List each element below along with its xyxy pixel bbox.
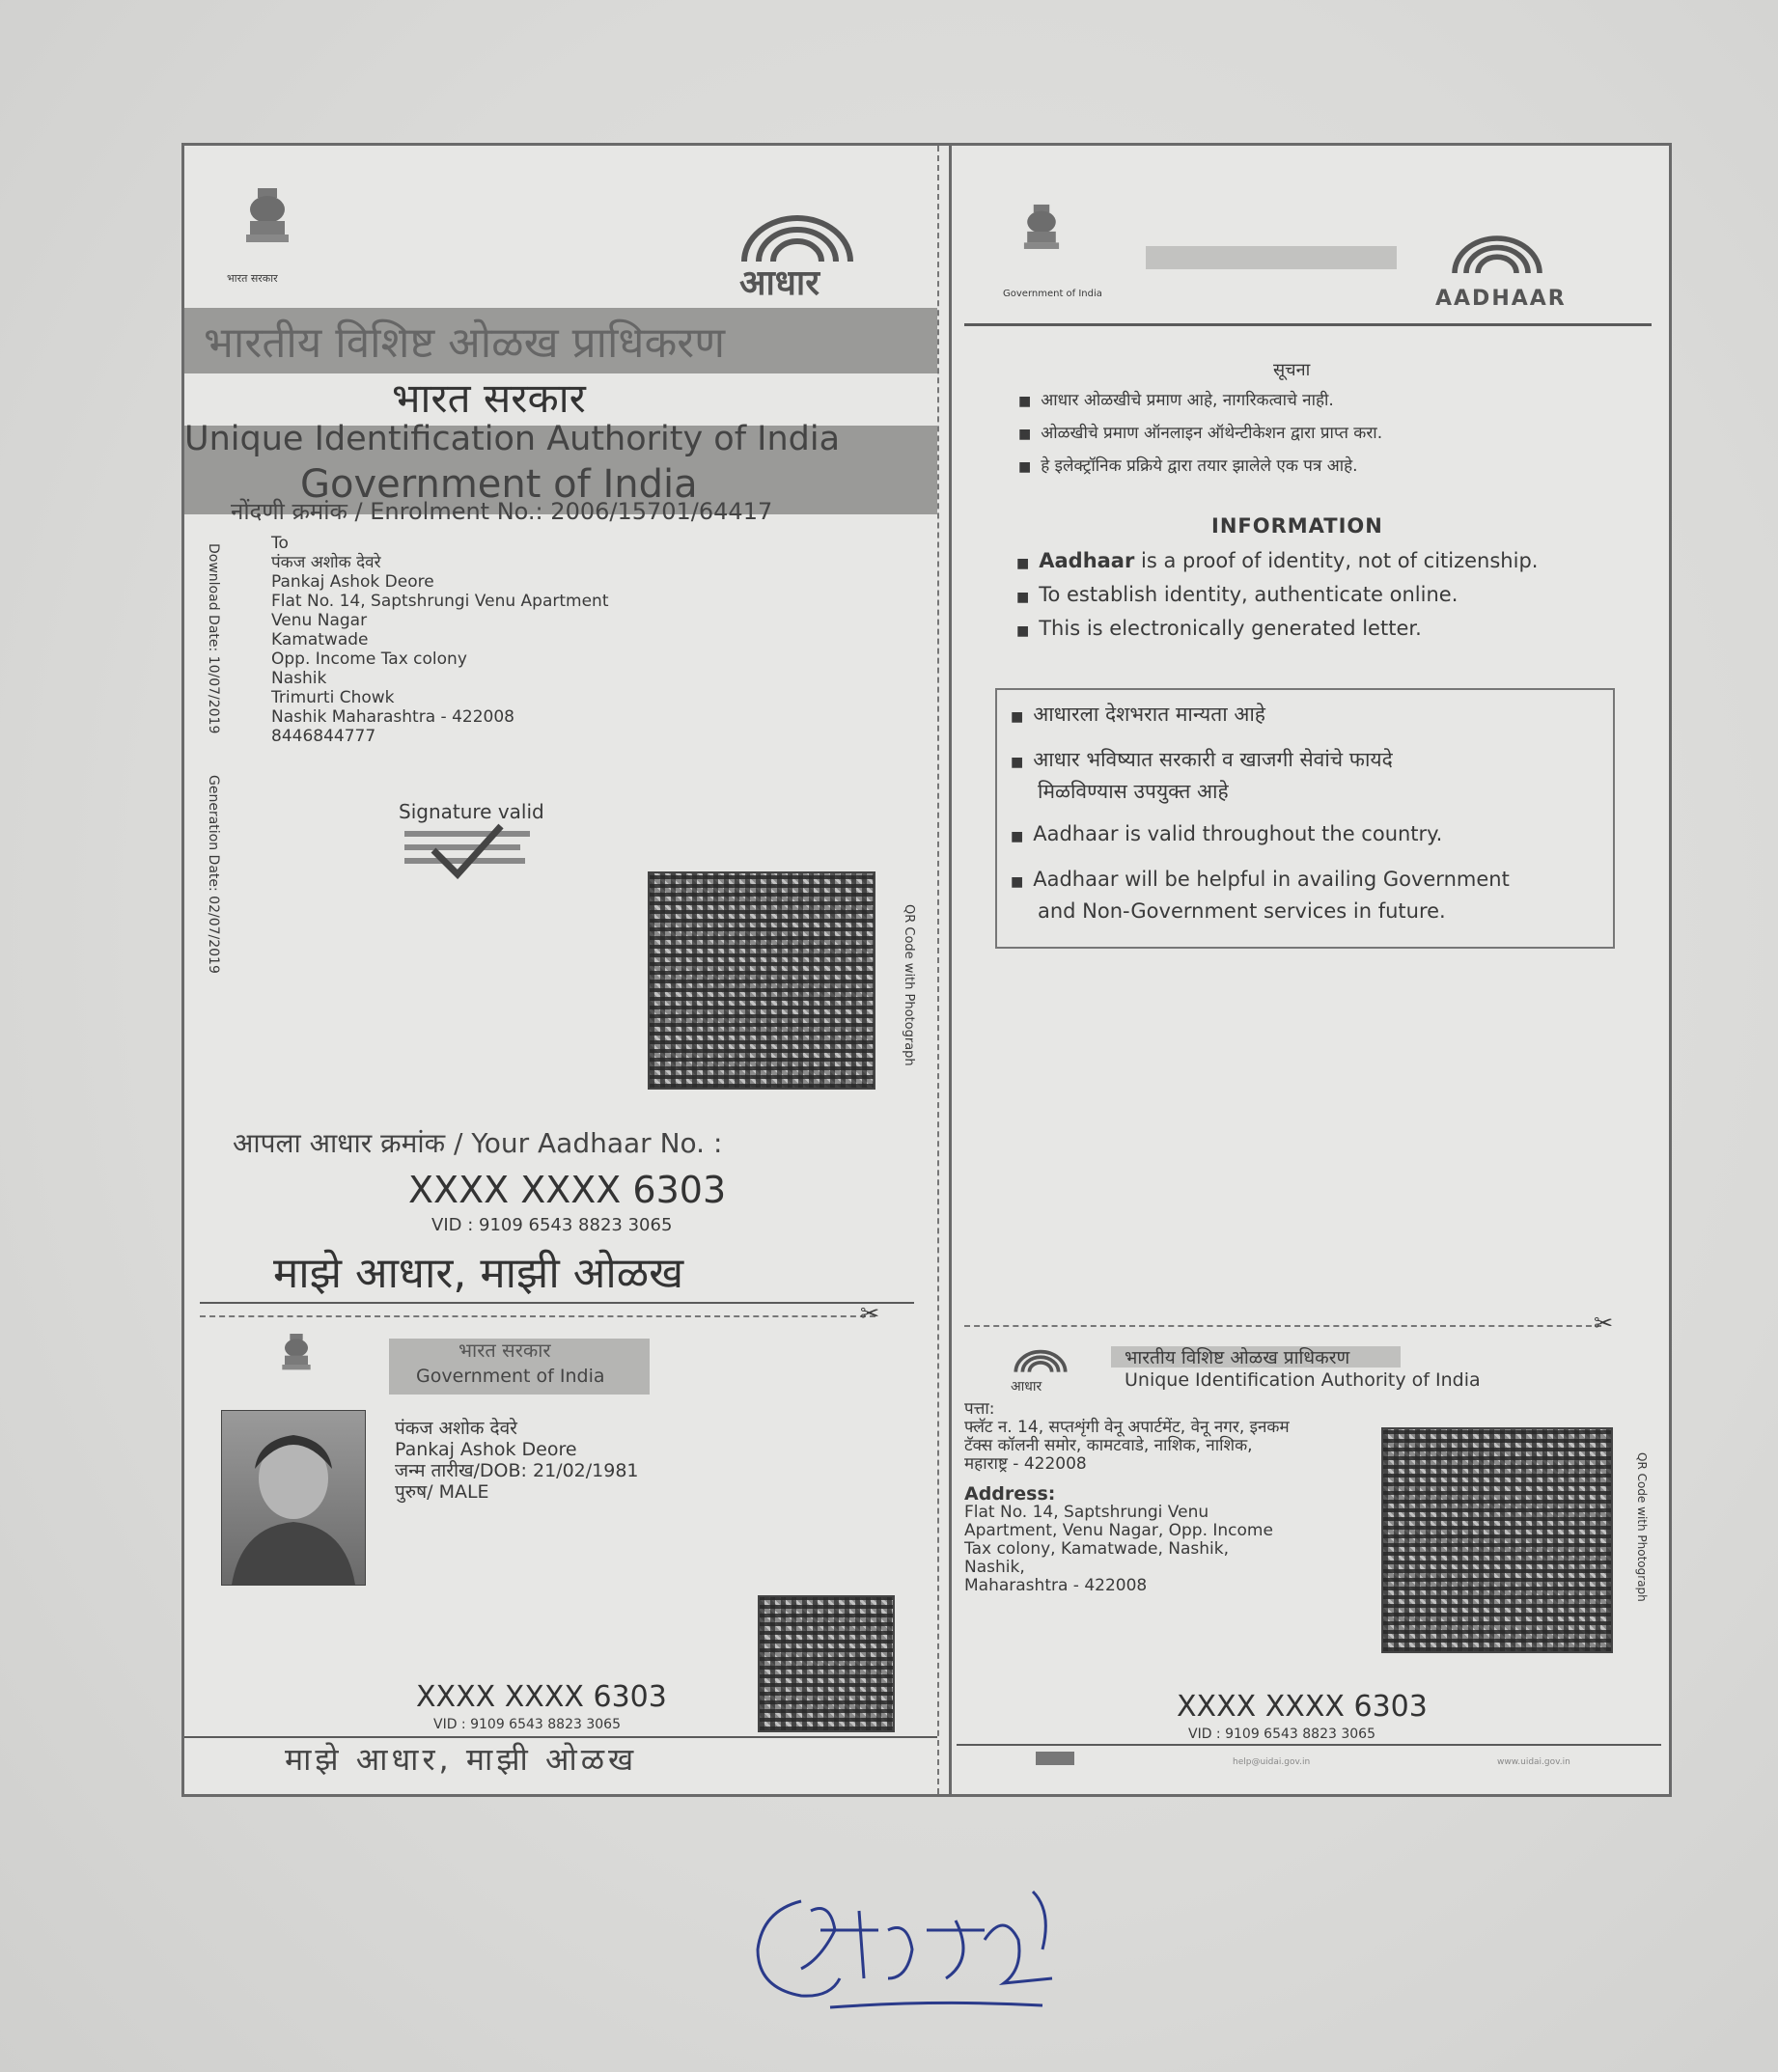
vid-number: VID : 9109 6543 8823 3065 xyxy=(431,1215,673,1235)
right-card-footer-rule xyxy=(957,1744,1661,1746)
emblem-caption: भारत सरकार xyxy=(227,272,278,285)
address-line: Trimurti Chowk xyxy=(271,688,395,707)
card-name-marathi: पंकज अशोक देवरे xyxy=(395,1418,517,1439)
right-emblem-caption: Government of India xyxy=(1003,289,1102,299)
address-line: Opp. Income Tax colony xyxy=(271,649,467,669)
enrolment-number: 2006/15701/64417 xyxy=(550,498,773,525)
address-line: Maharashtra - 422008 xyxy=(964,1576,1148,1595)
address-line: पंकज अशोक देवरे xyxy=(271,553,381,572)
suchna-heading: सूचना xyxy=(1273,360,1311,380)
national-emblem-icon xyxy=(1016,200,1067,271)
pata-line: टॅक्स कॉलनी समोर, कामटवाडे, नाशिक, नाशिक, xyxy=(964,1436,1253,1455)
marathi-info-item: ■ आधार ओळखीचे प्रमाण आहे, नागरिकत्वाचे नाही. xyxy=(1018,385,1382,418)
address-line: Nashik xyxy=(271,669,327,688)
pata-label: पत्ता: xyxy=(964,1399,995,1419)
national-emblem-icon xyxy=(277,1329,316,1389)
uidai-marathi-title: भारतीय विशिष्ट ओळख प्राधिकरण xyxy=(204,318,726,368)
address-line: Flat No. 14, Saptshrungi Venu xyxy=(964,1503,1209,1522)
aadhaar-number: XXXX XXXX 6303 xyxy=(408,1169,727,1211)
address-line: Pankaj Ashok Deore xyxy=(271,572,434,592)
tagline: माझे आधार, माझी ओळख xyxy=(273,1249,684,1298)
card-govt-marathi: भारत सरकार xyxy=(458,1339,551,1362)
address-line: Nashik, xyxy=(964,1558,1025,1577)
card-tagline: माझे आधार, माझी ओळख xyxy=(285,1741,638,1778)
qr-code xyxy=(648,871,875,1090)
address-line: Apartment, Venu Nagar, Opp. Income xyxy=(964,1521,1273,1540)
validity-item: ■ आधारला देशभरात मान्यता आहे xyxy=(1011,700,1510,732)
right-card-uidai-english: Unique Identification Authority of India xyxy=(1125,1369,1481,1391)
card-details xyxy=(395,1418,639,1503)
info-item: ■ To establish identity, authenticate online. xyxy=(1016,579,1538,613)
marathi-info-item: ■ ओळखीचे प्रमाण ऑनलाइन ऑथेन्टीकेशन द्वारा प्राप्त करा. xyxy=(1018,418,1382,451)
card-gender: पुरुष/ MALE xyxy=(395,1481,489,1503)
right-header-rule xyxy=(964,323,1652,326)
aadhaar-logo-icon xyxy=(1439,225,1555,283)
aadhaar-logo-icon xyxy=(1007,1342,1074,1379)
govt-marathi-title: भारत सरकार xyxy=(392,374,586,422)
aadhaar-letter-sheet xyxy=(181,143,1672,1797)
right-cut-line xyxy=(964,1325,1601,1327)
info-item: ■ Aadhaar is a proof of identity, not of citizenship. xyxy=(1016,545,1538,579)
pata-line: फ्लॅट न. 14, सप्तशृंगी वेनू अपार्टमेंट, वेनू नगर, इनकम xyxy=(964,1418,1290,1437)
address-line: Venu Nagar xyxy=(271,611,368,630)
card-govt-english: Government of India xyxy=(416,1366,605,1387)
info-item: ■ This is electronically generated letter. xyxy=(1016,613,1538,647)
right-card-qr-code xyxy=(1381,1427,1613,1653)
address-block xyxy=(271,534,608,746)
right-qr-caption: QR Code with Photograph xyxy=(1635,1452,1649,1602)
tagline-rule xyxy=(200,1302,914,1304)
qr-caption: QR Code with Photograph xyxy=(902,904,916,1066)
address-line: Kamatwade xyxy=(271,630,369,649)
card-vid: VID : 9109 6543 8823 3065 xyxy=(433,1717,621,1732)
to-label: To xyxy=(271,534,289,553)
aadhaar-logo-text: आधार xyxy=(739,263,820,303)
card-aadhaar-number: XXXX XXXX 6303 xyxy=(416,1680,667,1714)
right-card-footer-web: www.uidai.gov.in xyxy=(1497,1757,1570,1767)
validity-item-cont: and Non-Government services in future. xyxy=(1038,899,1446,923)
aadhaar-logo-text-english: AADHAAR xyxy=(1435,287,1567,311)
validity-item: ■ Aadhaar will be helpful in availing Government xyxy=(1011,865,1510,897)
pata-line: महाराष्ट्र - 422008 xyxy=(964,1454,1087,1474)
address-line: Flat No. 14, Saptshrungi Venu Apartment xyxy=(271,592,609,611)
aadhaar-no-label: आपला आधार क्रमांक / Your Aadhaar No. : xyxy=(233,1127,723,1159)
marathi-info-list xyxy=(1018,385,1382,483)
card-qr-code xyxy=(758,1595,895,1732)
phone-number: 8446844777 xyxy=(271,727,376,746)
validity-item-cont: मिळविण्यास उपयुक्त आहे xyxy=(1038,780,1229,803)
information-list xyxy=(1016,545,1538,647)
photo-portrait xyxy=(221,1410,366,1586)
right-header-band xyxy=(1146,246,1397,269)
signature-valid-label: Signature valid xyxy=(399,800,544,823)
marathi-info-item: ■ हे इलेक्ट्रॉनिक प्रक्रिये द्वारा तयार झालेले एक पत्र आहे. xyxy=(1018,451,1382,483)
right-card-aadhaar-number: XXXX XXXX 6303 xyxy=(1177,1690,1428,1724)
download-date: Download Date: 10/07/2019 xyxy=(206,543,221,734)
card-dob: जन्म तारीख/DOB: 21/02/1981 xyxy=(395,1460,639,1481)
checkmark-icon xyxy=(404,821,540,879)
scissors-icon: ✂ xyxy=(1594,1310,1614,1337)
scissors-icon: ✂ xyxy=(860,1300,880,1327)
fold-line xyxy=(937,146,941,1794)
right-card-vid: VID : 9109 6543 8823 3065 xyxy=(1188,1727,1375,1742)
right-card-footer-email: help@uidai.gov.in xyxy=(1233,1757,1311,1767)
enrolment-line xyxy=(231,495,772,527)
address-label: Address: xyxy=(964,1483,1056,1505)
enrolment-label: नोंदणी क्रमांक / Enrolment No.: xyxy=(231,498,543,525)
handwritten-signature xyxy=(743,1872,1091,2027)
validity-list xyxy=(1011,700,1510,925)
right-card-address xyxy=(964,1400,1290,1595)
card-name-english: Pankaj Ashok Deore xyxy=(395,1439,577,1460)
cut-line xyxy=(200,1315,875,1317)
center-border xyxy=(949,146,952,1794)
information-heading: INFORMATION xyxy=(1211,514,1383,538)
card-aadhaar-logo-text: आधार xyxy=(1011,1379,1042,1395)
validity-item: ■ आधार भविष्यात सरकारी व खाजगी सेवांचे फायदे xyxy=(1011,745,1510,777)
address-line: Tax colony, Kamatwade, Nashik, xyxy=(964,1539,1229,1559)
uidai-english-title: Unique Identification Authority of India xyxy=(184,420,841,458)
right-card-uidai-marathi: भारतीय विशिष्ट ओळख प्राधिकरण xyxy=(1125,1347,1350,1368)
national-emblem-icon xyxy=(238,182,296,269)
validity-item: ■ Aadhaar is valid throughout the country. xyxy=(1011,819,1510,851)
generation-date: Generation Date: 02/07/2019 xyxy=(206,775,221,974)
phone-icon xyxy=(1036,1752,1074,1765)
govt-english-title: Government of India xyxy=(300,462,698,507)
address-line: Nashik Maharashtra - 422008 xyxy=(271,707,514,727)
